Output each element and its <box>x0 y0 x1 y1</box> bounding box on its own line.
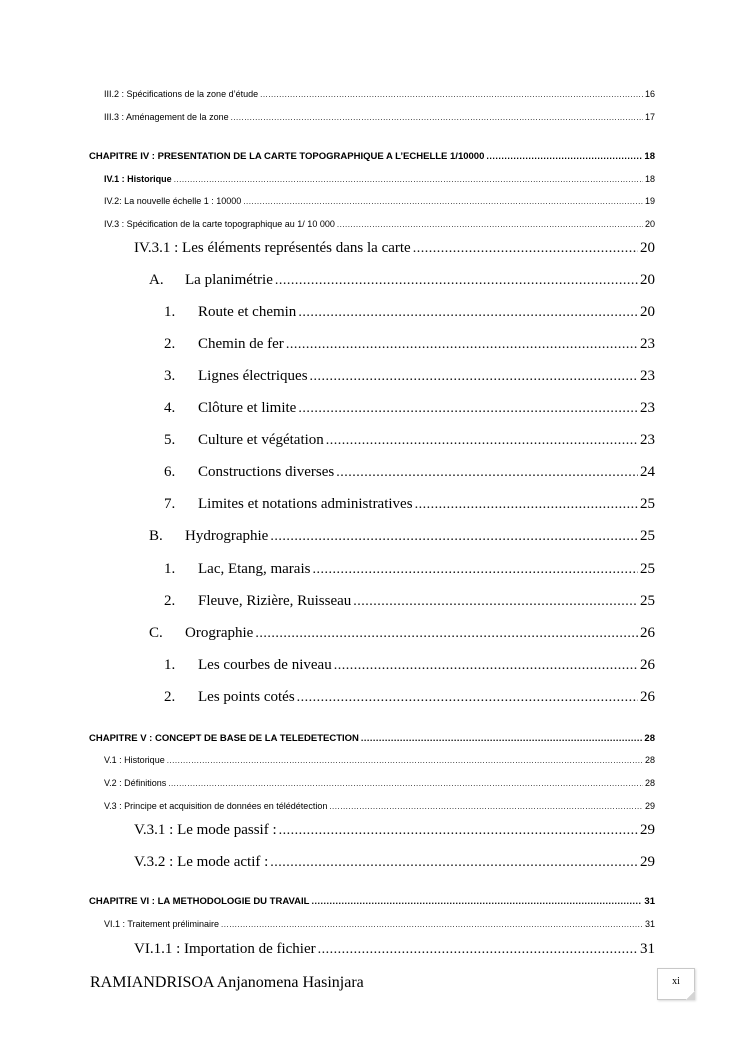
page-number-box <box>657 968 695 1000</box>
toc-entry[interactable] <box>164 689 655 706</box>
toc-entry-title: CHAPITRE IV : PRESENTATION DE LA CARTE TOPOGRAPHIQUE A L’ECHELLE 1/10000 <box>89 151 485 162</box>
toc-entry-page: 28 <box>644 755 655 765</box>
toc-leader <box>231 113 643 122</box>
toc-entry-title: IV.3.1 : Les éléments représentés dans la carte <box>134 240 411 256</box>
page-number: xi <box>672 976 680 987</box>
toc-entry[interactable] <box>164 561 655 578</box>
toc-leader <box>486 151 642 161</box>
toc-entry-page: 23 <box>640 368 655 384</box>
toc-entry-title: Lignes électriques <box>198 368 308 384</box>
toc-entry[interactable] <box>104 196 655 206</box>
toc-entry-page: 26 <box>640 657 655 673</box>
toc-leader <box>279 823 638 839</box>
toc-entry-title: Orographie <box>185 625 254 641</box>
toc-leader <box>311 896 642 906</box>
toc-entry[interactable] <box>164 368 655 385</box>
toc-entry-number: 4. <box>164 400 176 416</box>
toc-chapter-entry[interactable] <box>89 151 655 162</box>
toc-leader <box>298 305 638 321</box>
toc-entry[interactable] <box>134 822 655 839</box>
toc-entry[interactable] <box>149 272 655 289</box>
toc-entry[interactable] <box>104 112 655 122</box>
toc-entry[interactable] <box>164 400 655 417</box>
toc-entry-number: B. <box>149 528 163 544</box>
toc-entry[interactable] <box>164 304 655 321</box>
toc-entry-page: 20 <box>640 272 655 288</box>
toc-entry-page: 16 <box>644 89 655 99</box>
toc-leader <box>168 779 643 788</box>
toc-leader <box>337 220 643 229</box>
toc-entry-title: Fleuve, Rizière, Ruisseau <box>198 593 352 609</box>
toc-chapter-entry[interactable] <box>89 896 655 907</box>
toc-leader <box>318 942 638 958</box>
toc-entry[interactable] <box>104 801 655 811</box>
toc-entry-number: 1. <box>164 304 176 320</box>
toc-leader <box>413 241 638 257</box>
toc-entry[interactable] <box>134 854 655 871</box>
toc-entry[interactable] <box>104 174 655 184</box>
toc-entry-page: 24 <box>640 464 655 480</box>
toc-leader <box>326 433 638 449</box>
toc-entry-page: 23 <box>640 336 655 352</box>
toc-entry-page: 31 <box>640 941 655 957</box>
toc-entry-title: V.3.2 : Le mode actif : <box>134 854 269 870</box>
toc-entry[interactable] <box>104 755 655 765</box>
toc-entry-number: 2. <box>164 593 176 609</box>
toc-entry[interactable] <box>164 657 655 674</box>
toc-entry-title: CHAPITRE VI : LA METHODOLOGIE DU TRAVAIL <box>89 896 310 907</box>
toc-leader <box>167 756 643 765</box>
toc-leader <box>275 273 638 289</box>
toc-entry-page: 18 <box>644 174 655 184</box>
toc-entry[interactable] <box>104 89 655 99</box>
toc-entry-page: 29 <box>640 854 655 870</box>
toc-leader <box>353 594 638 610</box>
toc-entry-title: V.2 : Définitions <box>104 778 167 788</box>
toc-leader <box>270 529 638 545</box>
toc-entry[interactable] <box>164 432 655 449</box>
toc-entry-number: 2. <box>164 336 176 352</box>
toc-leader <box>329 802 643 811</box>
toc-leader <box>221 920 643 929</box>
toc-entry[interactable] <box>134 240 655 257</box>
toc-entry-page: 25 <box>640 528 655 544</box>
toc-entry[interactable] <box>104 219 655 229</box>
toc-chapter-entry[interactable] <box>89 733 655 744</box>
toc-leader <box>361 733 643 743</box>
toc-entry-number: 1. <box>164 561 176 577</box>
toc-entry-number: 7. <box>164 496 176 512</box>
footer-author: RAMIANDRISOA Anjanomena Hasinjara <box>90 974 364 991</box>
toc-entry-number: A. <box>149 272 164 288</box>
toc-leader <box>415 497 638 513</box>
toc-entry-page: 26 <box>640 689 655 705</box>
toc-entry-page: 17 <box>644 112 655 122</box>
toc-entry-title: Chemin de fer <box>198 336 284 352</box>
toc-entry-page: 20 <box>640 240 655 256</box>
toc-entry-page: 31 <box>644 896 655 907</box>
toc-entry-number: 6. <box>164 464 176 480</box>
toc-entry-page: 20 <box>640 304 655 320</box>
toc-entry-title: V.3.1 : Le mode passif : <box>134 822 277 838</box>
toc-leader <box>260 90 643 99</box>
toc-entry-page: 20 <box>644 219 655 229</box>
toc-entry-page: 19 <box>644 196 655 206</box>
toc-leader <box>334 658 638 674</box>
toc-entry-number: 2. <box>164 689 176 705</box>
toc-entry-title: La planimétrie <box>185 272 273 288</box>
toc-entry[interactable] <box>104 919 655 929</box>
toc-entry[interactable] <box>164 464 655 481</box>
toc-entry-page: 26 <box>640 625 655 641</box>
toc-entry-title: V.1 : Historique <box>104 755 165 765</box>
toc-entry-title: VI.1.1 : Importation de fichier <box>134 941 316 957</box>
toc-entry-page: 23 <box>640 432 655 448</box>
toc-leader <box>255 626 638 642</box>
toc-leader <box>312 562 638 578</box>
toc-leader <box>297 690 638 706</box>
toc-entry-page: 28 <box>644 733 655 744</box>
toc-leader <box>270 855 638 871</box>
toc-leader <box>298 401 638 417</box>
toc-entry-title: Culture et végétation <box>198 432 324 448</box>
toc-entry-number: 3. <box>164 368 176 384</box>
toc-entry-page: 18 <box>644 151 655 162</box>
toc-entry-title: CHAPITRE V : CONCEPT DE BASE DE LA TELEDETECTION <box>89 733 359 744</box>
toc-entry-title: V.3 : Principe et acquisition de données en télédétection <box>104 801 328 811</box>
toc-entry-title: Hydrographie <box>185 528 269 544</box>
toc-leader <box>310 369 638 385</box>
toc-entry-title: IV.3 : Spécification de la carte topographique au 1/ 10 000 <box>104 219 335 229</box>
toc-leader <box>174 175 643 184</box>
toc-entry[interactable] <box>149 528 655 545</box>
toc-entry-page: 25 <box>640 496 655 512</box>
toc-entry[interactable] <box>164 496 655 513</box>
toc-entry[interactable] <box>104 778 655 788</box>
toc-leader <box>243 197 643 206</box>
toc-entry-number: C. <box>149 625 163 641</box>
toc-entry-title: Clôture et limite <box>198 400 297 416</box>
toc-entry-title: Route et chemin <box>198 304 297 320</box>
toc-leader <box>286 337 638 353</box>
toc-entry-title: Constructions diverses <box>198 464 335 480</box>
toc-entry-page: 23 <box>640 400 655 416</box>
toc-entry[interactable] <box>164 593 655 610</box>
toc-entry[interactable] <box>134 941 655 958</box>
toc-entry[interactable] <box>164 336 655 353</box>
toc-leader <box>336 465 638 481</box>
toc-entry-page: 28 <box>644 778 655 788</box>
toc-entry-page: 25 <box>640 593 655 609</box>
toc-entry-title: Lac, Etang, marais <box>198 561 311 577</box>
toc-entry-page: 29 <box>644 801 655 811</box>
toc-entry-title: Limites et notations administratives <box>198 496 413 512</box>
toc-entry-title: IV.2: La nouvelle échelle 1 : 10000 <box>104 196 242 206</box>
toc-entry-title: IV.1 : Historique <box>104 174 172 184</box>
toc-entry-number: 5. <box>164 432 176 448</box>
toc-entry-number: 1. <box>164 657 176 673</box>
toc-entry-title: VI.1 : Traitement préliminaire <box>104 919 220 929</box>
toc-entry-page: 25 <box>640 561 655 577</box>
toc-entry-title: III.2 : Spécifications de la zone d’étude <box>104 89 259 99</box>
toc-entry-title: Les courbes de niveau <box>198 657 332 673</box>
toc-entry-page: 31 <box>644 919 655 929</box>
toc-entry-title: III.3 : Aménagement de la zone <box>104 112 229 122</box>
toc-entry-page: 29 <box>640 822 655 838</box>
toc-entry-title: Les points cotés <box>198 689 295 705</box>
toc-entry[interactable] <box>149 625 655 642</box>
